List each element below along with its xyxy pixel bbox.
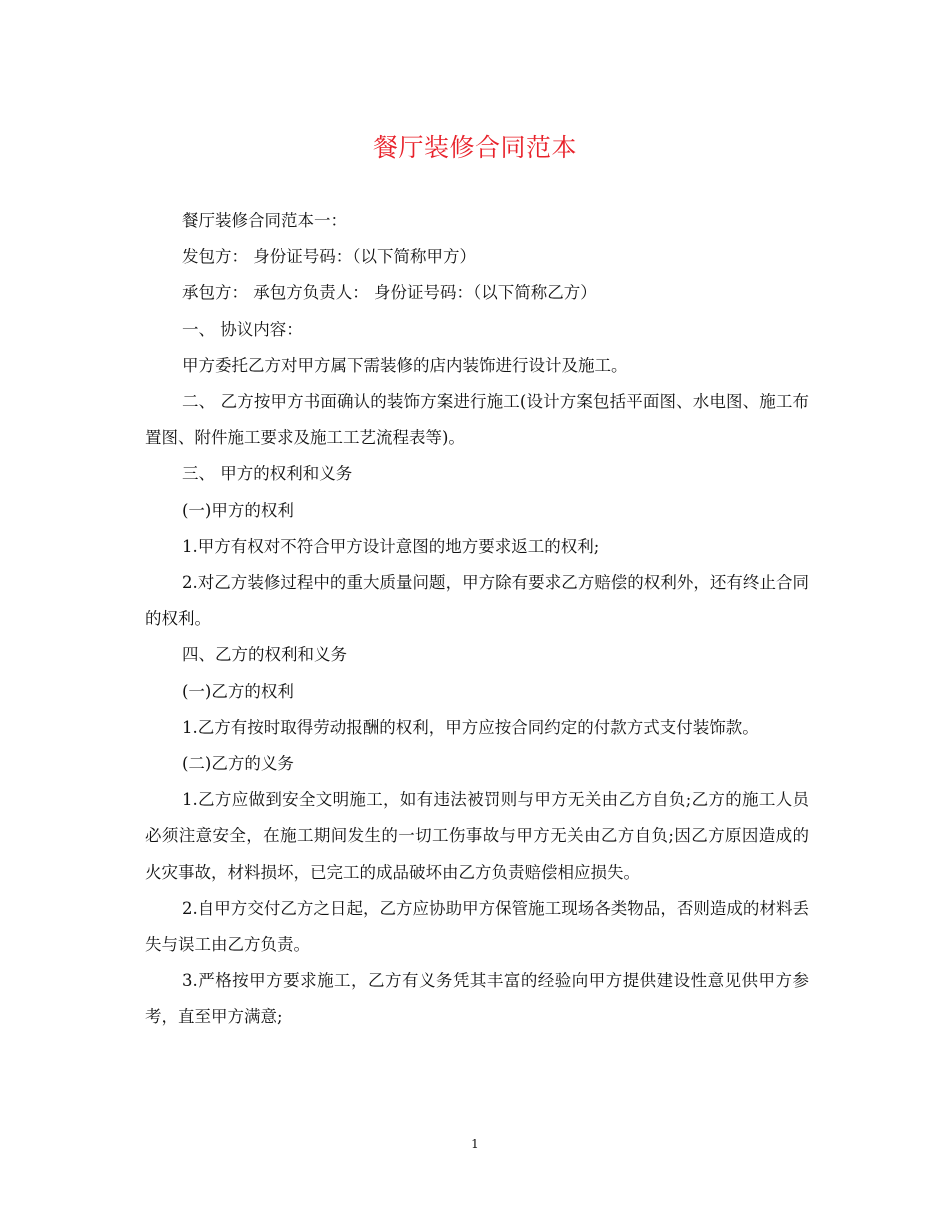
page-number: 1 <box>471 1137 479 1151</box>
paragraph: 1.乙方有按时取得劳动报酬的权利，甲方应按合同约定的付款方式支付装饰款。 <box>182 717 759 737</box>
document-title: 餐厅装修合同范本 <box>372 133 577 162</box>
paragraph: 甲方委托乙方对甲方属下需装修的店内装饰进行设计及施工。 <box>182 355 628 375</box>
paragraph: 二、 乙方按甲方书面确认的装饰方案进行施工(设计方案包括平面图、水电图、施工布置图、附件施工要求及施工工艺流程表等)。 <box>145 392 809 448</box>
paragraph: 2.对乙方装修过程中的重大质量问题，甲方除有要求乙方赔偿的权利外，还有终止合同的权利。 <box>145 573 809 629</box>
paragraph: 三、 甲方的权利和义务 <box>182 464 353 484</box>
paragraph: 餐厅装修合同范本一： <box>182 211 347 230</box>
paragraph: 四、乙方的权利和义务 <box>182 645 347 665</box>
document-body <box>145 203 809 1036</box>
paragraph: 承包方： 承包方负责人： 身份证号码：（以下简称乙方） <box>182 283 597 303</box>
paragraph: 发包方： 身份证号码：（以下简称甲方） <box>182 247 476 267</box>
paragraph: 一、 协议内容： <box>182 319 303 339</box>
paragraph: (一)乙方的权利 <box>182 681 294 701</box>
paragraph: (一)甲方的权利 <box>182 500 294 520</box>
paragraph: 2.自甲方交付乙方之日起，乙方应协助甲方保管施工现场各类物品，否则造成的材料丢失与误工由乙方负责。 <box>145 898 809 955</box>
paragraph: 1.甲方有权对不符合甲方设计意图的地方要求返工的权利; <box>182 536 600 556</box>
paragraph: (二)乙方的义务 <box>182 754 294 774</box>
paragraph: 1.乙方应做到安全文明施工，如有违法被罚则与甲方无关由乙方自负;乙方的施工人员必须注意安全，在施工期间发生的一切工伤事故与甲方无关由乙方自负;因乙方原因造成的火灾事故，材料损坏，已完工的成品破坏由乙方负责赔偿相应损失。 <box>145 790 809 882</box>
paragraph: 3.严格按甲方要求施工，乙方有义务凭其丰富的经验向甲方提供建设性意见供甲方参考，直至甲方满意; <box>145 971 809 1027</box>
